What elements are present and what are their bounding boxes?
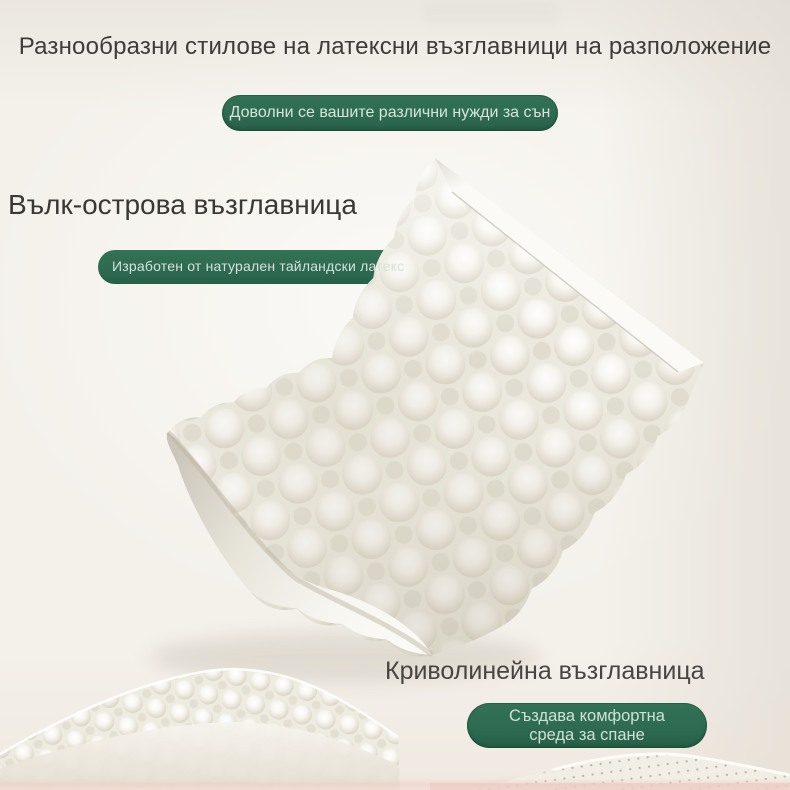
contour-pillow-heading: Вълк-острова възглавница [8, 189, 357, 220]
curved-pillow-badge-line2: среда за спане [529, 725, 645, 744]
curved-pillow-badge [467, 703, 707, 748]
title-badge: Доволни се вашите различни нужди за сън [222, 95, 558, 131]
contour-pillow-ribbon-label: Изработен от натурален тайландски латекс [112, 258, 405, 274]
curved-pillow-badge-line1: Създава комфортна [509, 706, 665, 725]
curved-pillow-heading: Криволинейна възглавница [385, 657, 705, 685]
page-title: Разнообразни стилове на латексни възглавници на разположение [18, 33, 772, 60]
ground-strip [0, 779, 790, 790]
